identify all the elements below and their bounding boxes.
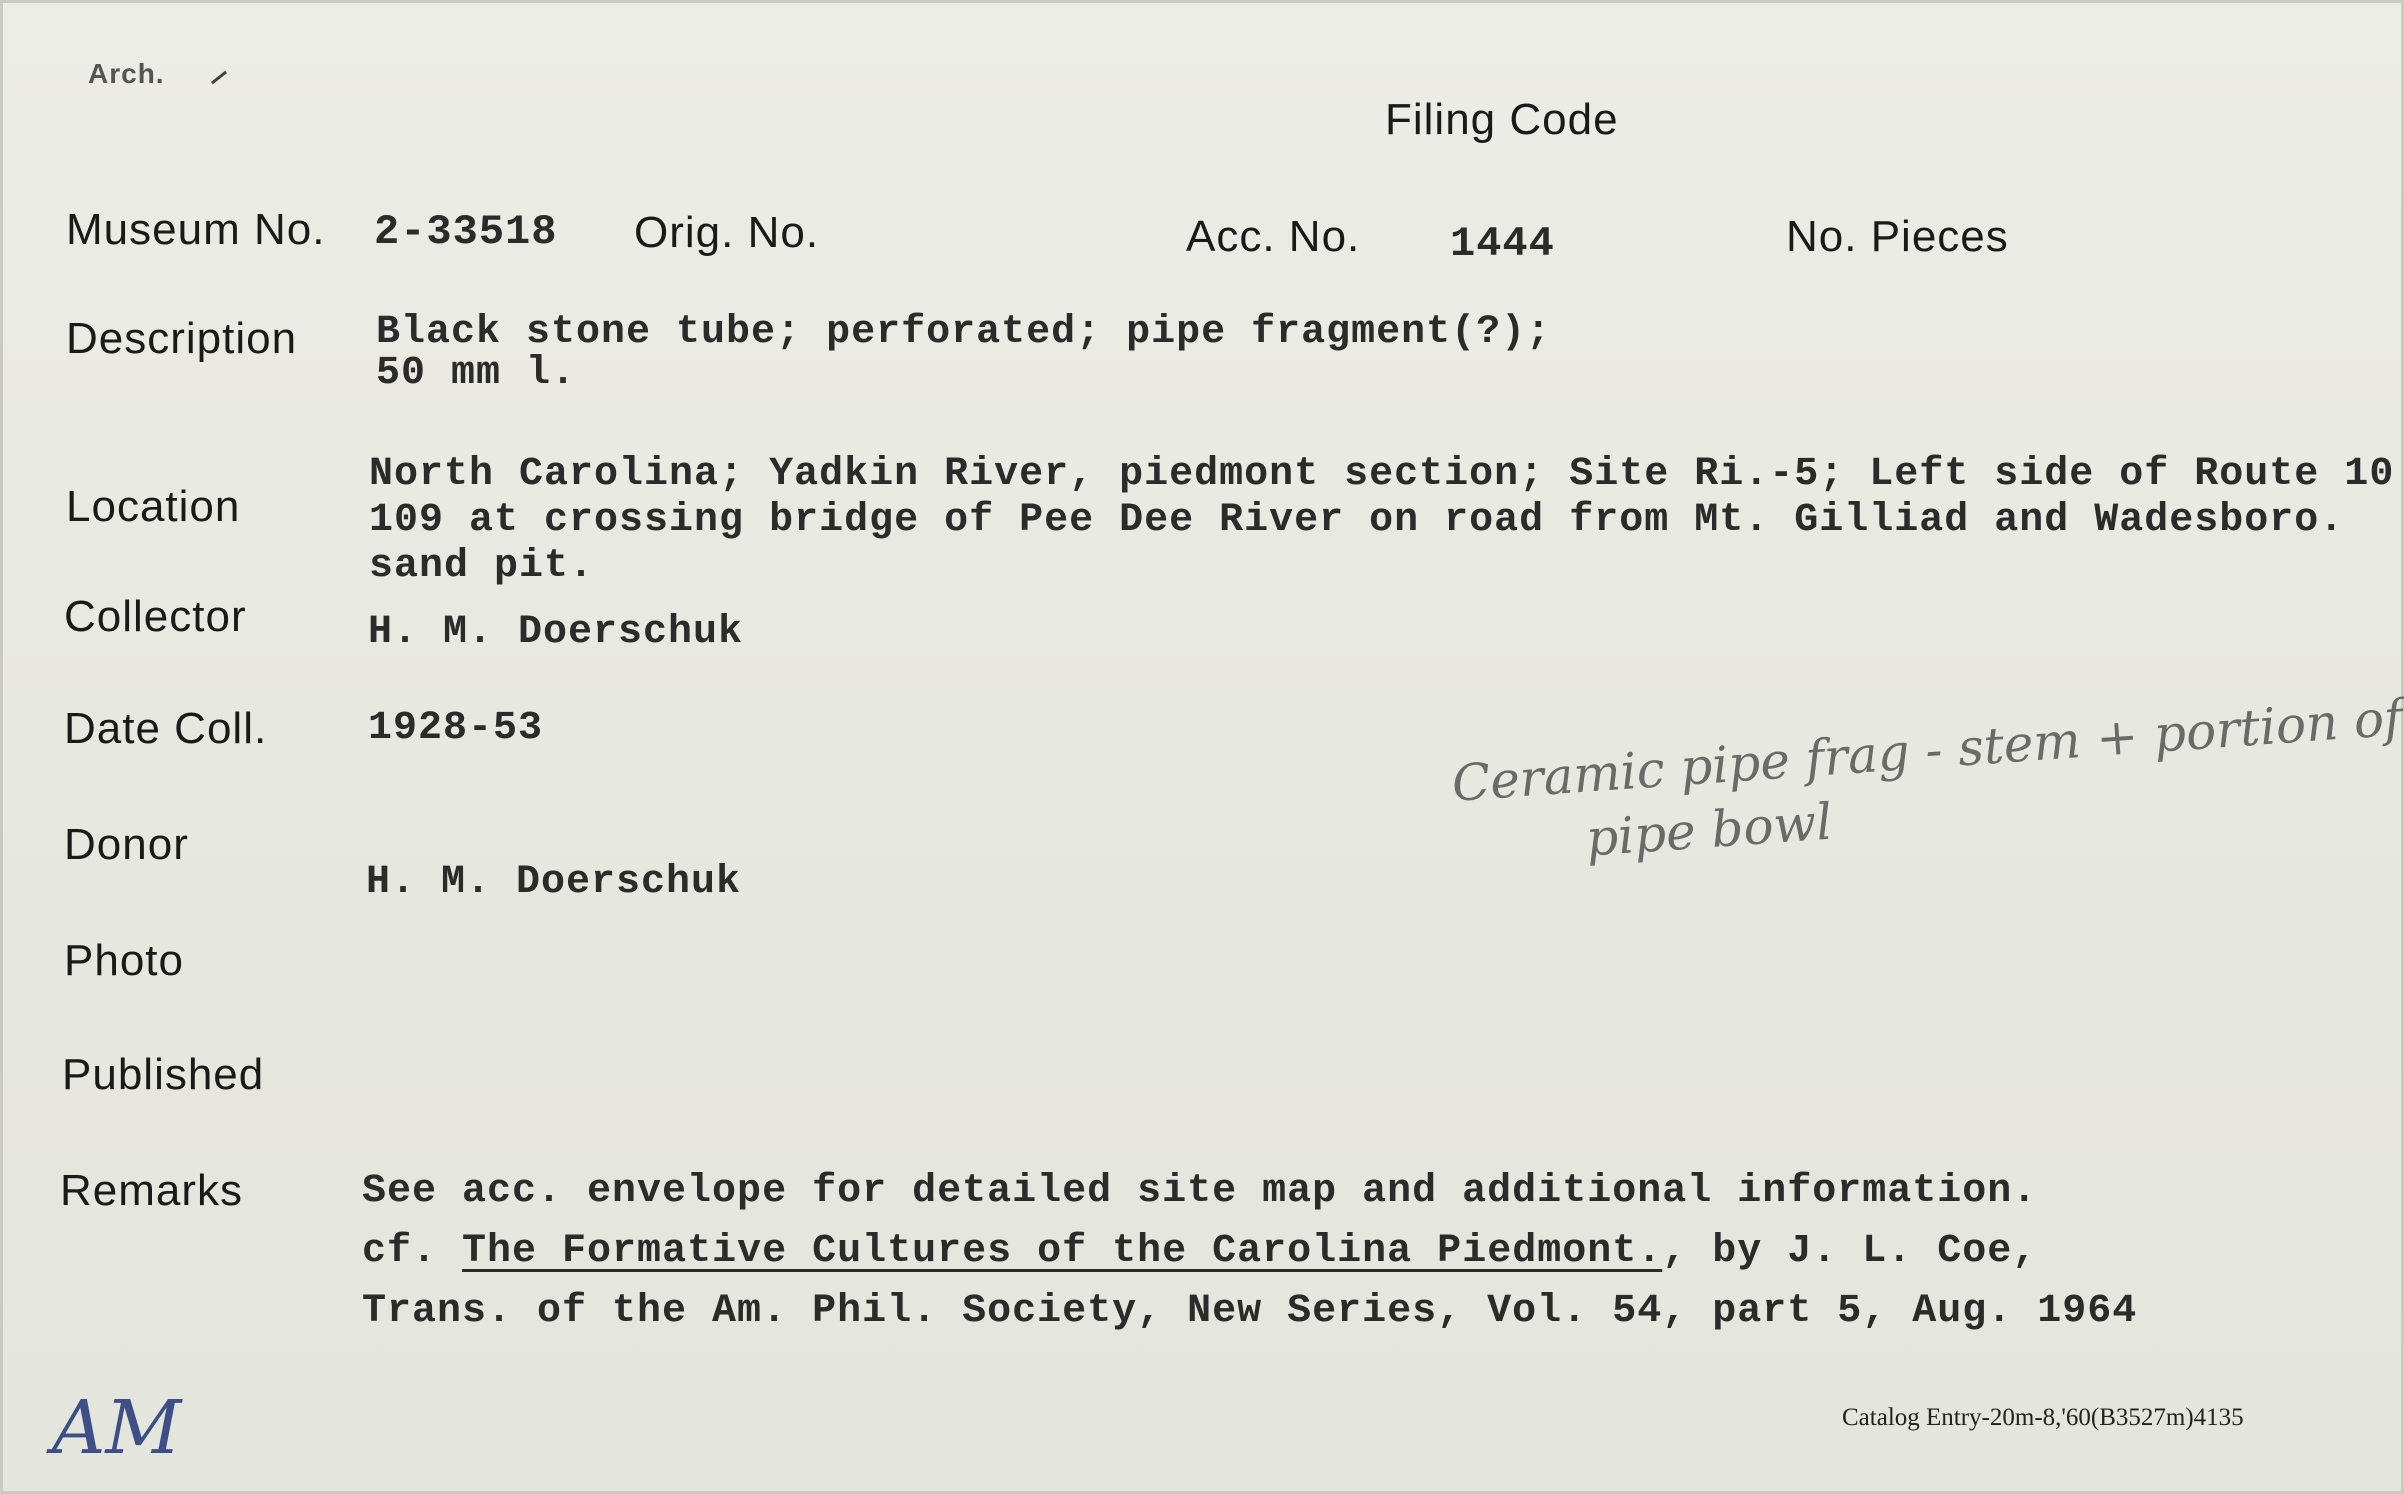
- description-label: Description: [66, 314, 298, 363]
- remarks-label: Remarks: [60, 1166, 244, 1215]
- acc-no-value: 1444: [1450, 220, 1555, 268]
- reference-author: , by J. L. Coe,: [1662, 1229, 2038, 1274]
- remarks-line-1: See acc. envelope for detailed site map and additional information.: [362, 1169, 2038, 1214]
- museum-no-value: 2-33518: [374, 208, 558, 256]
- reference-title: The Formative Cultures of the Carolina Piedmont.: [462, 1229, 1663, 1274]
- acc-no-label: Acc. No.: [1186, 212, 1361, 261]
- remarks-cf: cf.: [362, 1229, 438, 1274]
- location-line-1: North Carolina; Yadkin River, piedmont section; Site Ri.-5; Left side of Route 10: [369, 452, 2395, 497]
- location-value: [369, 452, 2394, 590]
- description-line-2: 50 mm l.: [376, 351, 577, 396]
- date-coll-value: 1928-53: [368, 706, 544, 751]
- description-value: [376, 310, 1551, 396]
- orig-no-label: Orig. No.: [634, 208, 820, 257]
- published-label: Published: [62, 1050, 265, 1099]
- no-pieces-label: No. Pieces: [1786, 212, 2009, 261]
- photo-label: Photo: [64, 936, 184, 985]
- donor-value: H. M. Doerschuk: [366, 860, 742, 905]
- pencil-tick-mark: [211, 71, 227, 84]
- collector-value: H. M. Doerschuk: [368, 610, 744, 655]
- location-line-2: 109 at crossing bridge of Pee Dee River on road from Mt. Gilliad and Wadesboro.: [369, 498, 2345, 543]
- filing-code-label: Filing Code: [1385, 95, 1619, 144]
- catalog-entry-print: Catalog Entry-20m-8,'60(B3527m)4135: [1842, 1404, 2244, 1431]
- description-line-1: Black stone tube; perforated; pipe fragment(?);: [376, 310, 1552, 355]
- location-line-3: sand pit.: [369, 544, 595, 589]
- donor-label: Donor: [64, 820, 189, 869]
- remarks-line-2: [362, 1222, 2137, 1282]
- handwritten-note-line-1: Ceramic pipe frag - stem + portion of: [1450, 688, 2404, 813]
- arch-stamp: Arch.: [88, 58, 165, 89]
- museum-no-label: Museum No.: [66, 205, 326, 254]
- remarks-line-3: Trans. of the Am. Phil. Society, New Series, Vol. 54, part 5, Aug. 1964: [362, 1289, 2138, 1334]
- initials-signature: AM: [52, 1385, 182, 1471]
- collector-label: Collector: [64, 592, 247, 641]
- handwritten-note-line-2: pipe bowl: [1584, 792, 1834, 868]
- handwritten-note: [1450, 689, 2404, 877]
- location-label: Location: [66, 482, 241, 531]
- date-coll-label: Date Coll.: [64, 704, 268, 753]
- remarks-value: [362, 1162, 2137, 1342]
